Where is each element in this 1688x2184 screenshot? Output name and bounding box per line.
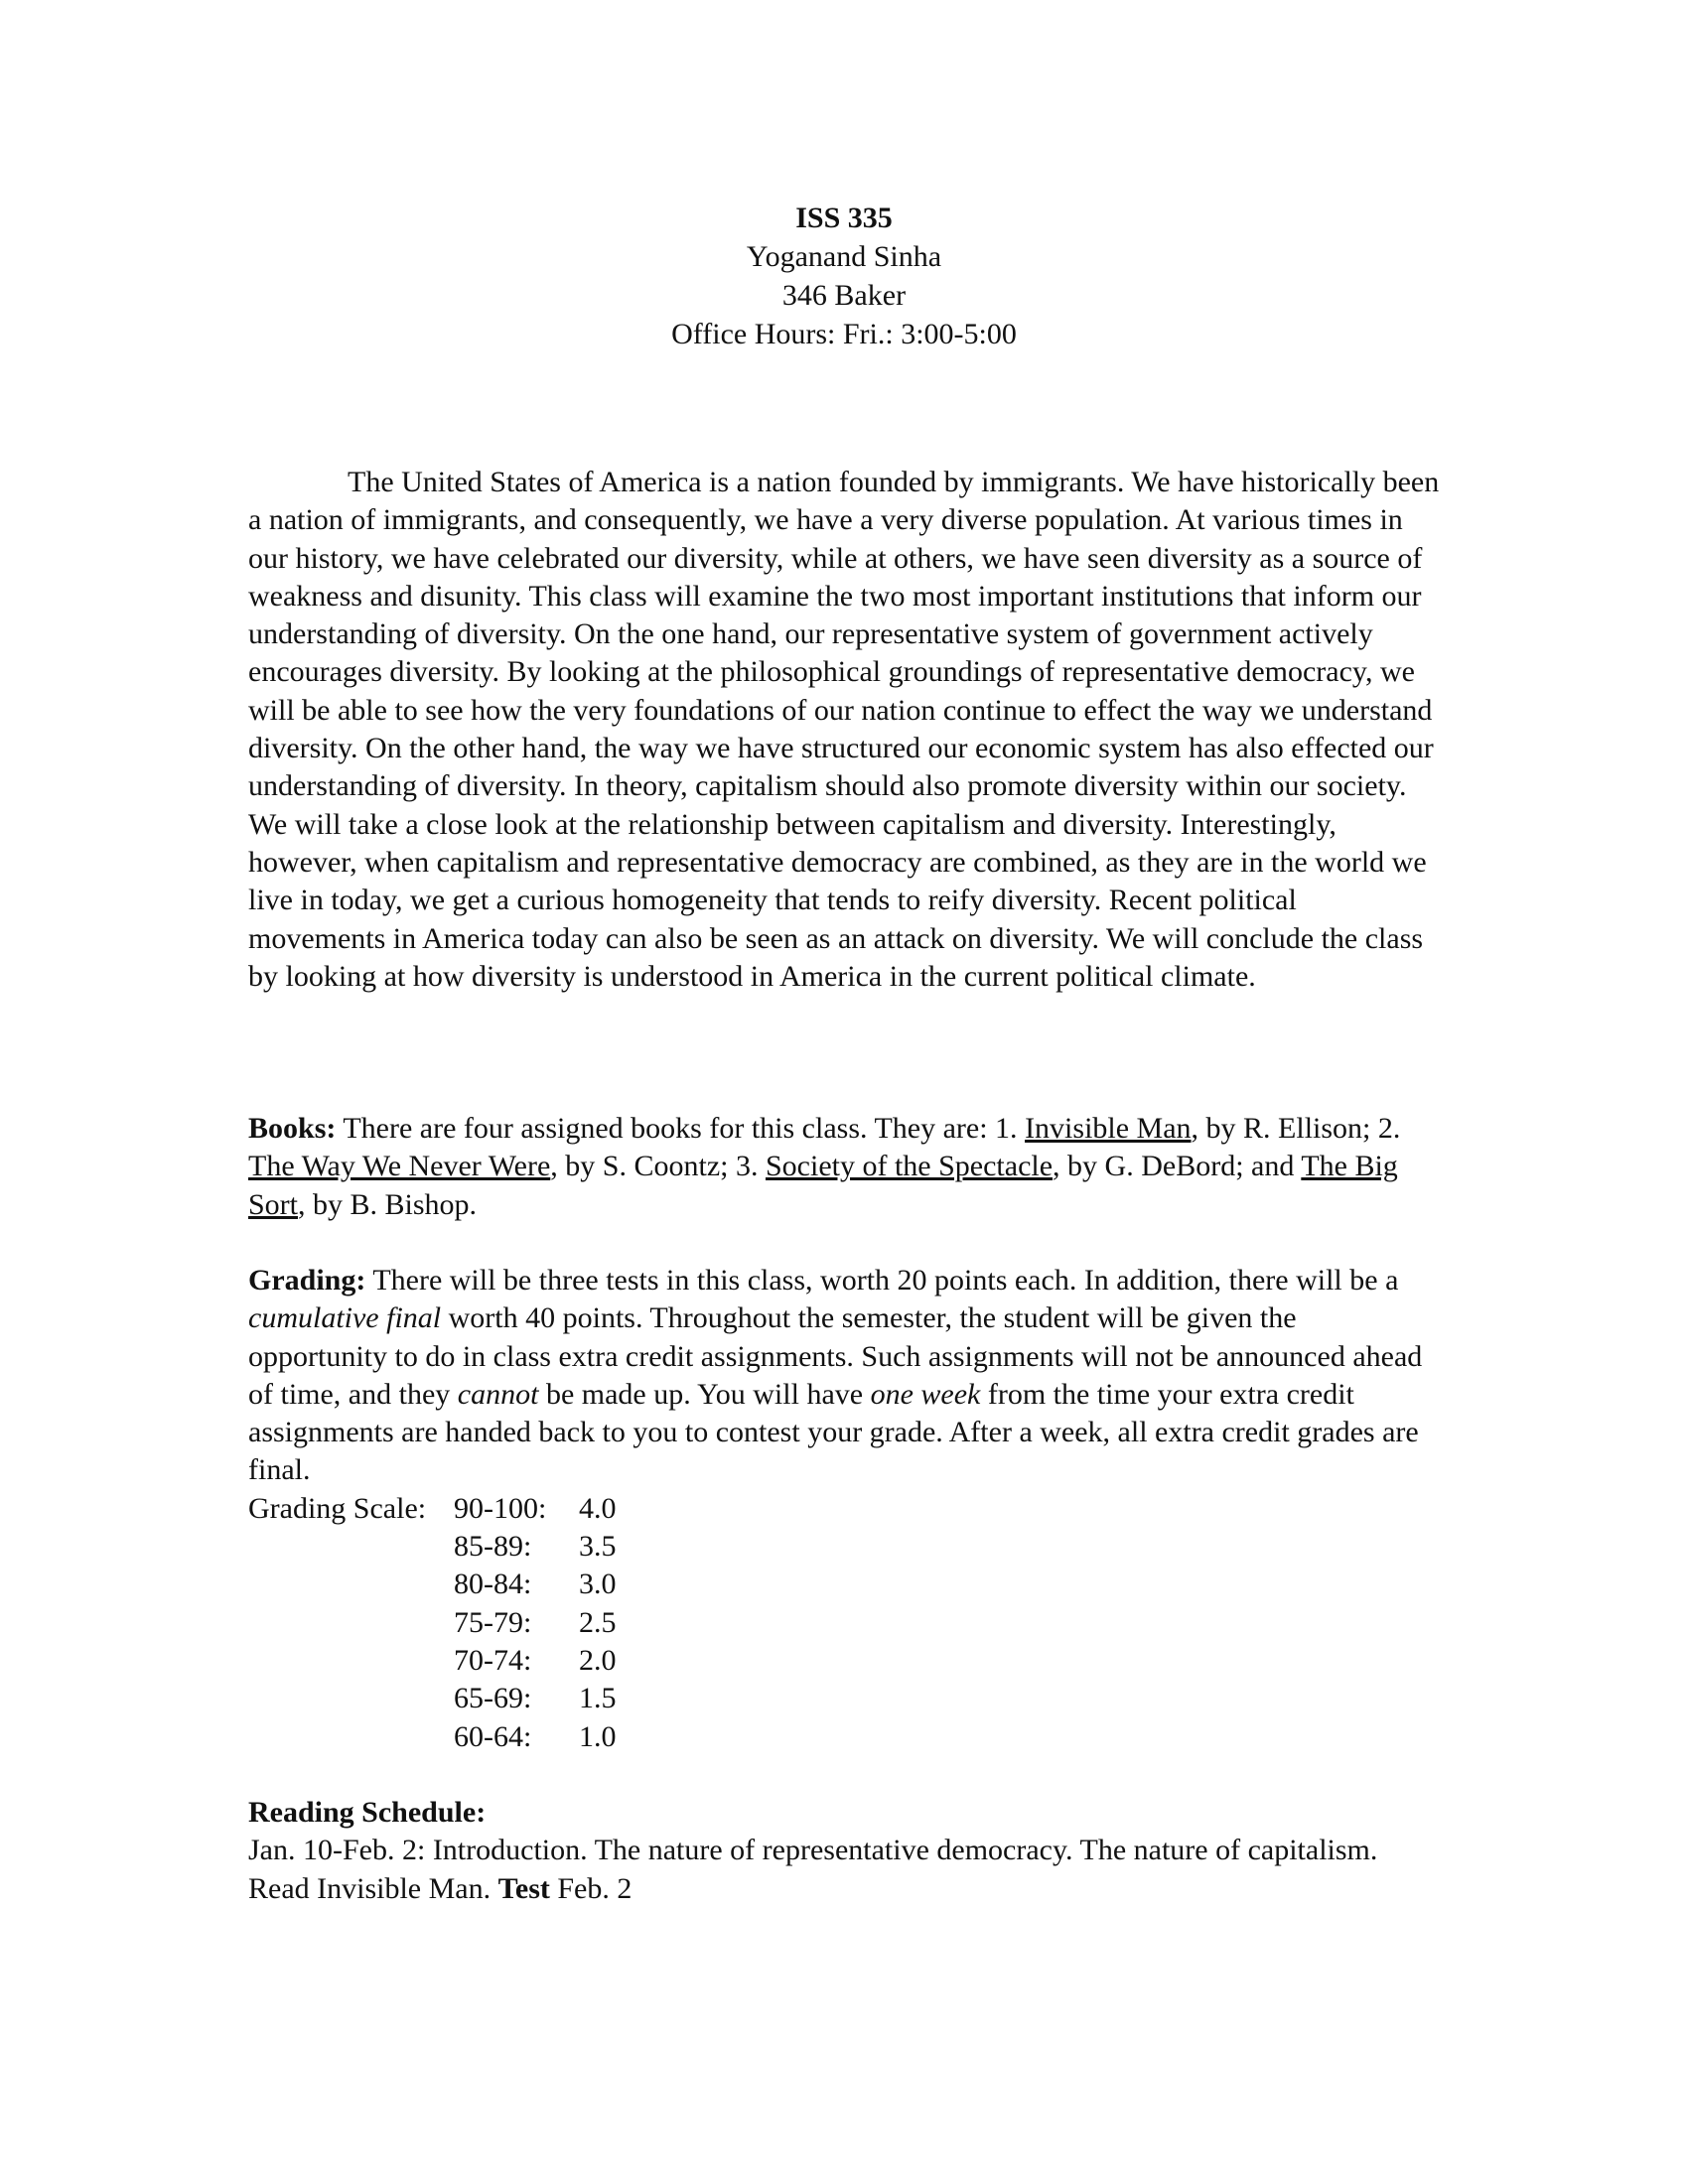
books-text: , by S. Coontz; 3.: [550, 1150, 766, 1183]
scale-grade: 3.5: [579, 1530, 617, 1564]
books-text: , by R. Ellison; 2.: [1191, 1112, 1401, 1145]
scale-grade: 1.5: [579, 1682, 617, 1715]
reading-entry-date: Feb. 2: [549, 1871, 633, 1905]
grading-paragraph: [248, 1262, 1440, 1490]
scale-range: 60-64:: [454, 1719, 532, 1753]
test-label: Test: [497, 1871, 550, 1905]
reading-schedule-section: [248, 1794, 1440, 1908]
course-description: [248, 464, 1440, 996]
grading-scale-row: [248, 1490, 1440, 1528]
reading-entry-text: Jan. 10-Feb. 2: Introduction. The nature of representative democracy. The nature of capitalism. Read Invisible Man.: [248, 1834, 1378, 1905]
instructor-name: Yoganand Sinha: [746, 240, 942, 273]
grading-emphasis: one week: [870, 1377, 981, 1411]
books-text: , by G. DeBord; and: [1053, 1150, 1302, 1183]
scale-grade: 3.0: [579, 1568, 617, 1601]
grading-scale-label: Grading Scale:: [248, 1491, 427, 1525]
scale-grade: 1.0: [579, 1719, 617, 1753]
scale-grade: 4.0: [579, 1491, 617, 1525]
scale-range: 90-100:: [454, 1491, 547, 1525]
scale-grade: 2.5: [579, 1605, 617, 1639]
scale-range: 70-74:: [454, 1643, 532, 1677]
books-heading: Books:: [248, 1112, 337, 1145]
grading-emphasis: cannot: [457, 1377, 539, 1411]
books-text: There are four assigned books for this class. They are: 1.: [336, 1112, 1026, 1145]
scale-range: 80-84:: [454, 1568, 532, 1601]
office-hours: Office Hours: Fri.: 3:00-5:00: [671, 318, 1017, 350]
grading-section: [248, 1262, 1440, 1756]
reading-heading: Reading Schedule:: [248, 1796, 487, 1829]
book-title-society-of-spectacle: Society of the Spectacle: [765, 1150, 1054, 1183]
office-location: 346 Baker: [781, 279, 907, 312]
grading-scale-row: [248, 1642, 1440, 1680]
grading-heading: Grading:: [248, 1264, 366, 1297]
grading-text: be made up. You will have: [538, 1377, 871, 1411]
scale-range: 85-89:: [454, 1530, 532, 1564]
reading-heading-line: [248, 1794, 1440, 1832]
course-title: ISS 335: [795, 202, 893, 234]
grading-scale-row: [248, 1680, 1440, 1717]
books-paragraph: [248, 1110, 1440, 1224]
book-title-invisible-man: Invisible Man: [1025, 1112, 1192, 1145]
grading-scale-row: [248, 1528, 1440, 1566]
reading-entry: [248, 1832, 1440, 1908]
syllabus-header: [0, 199, 1688, 353]
book-title-big-sort: The Big Sort: [248, 1150, 1398, 1221]
grading-scale-row: [248, 1604, 1440, 1642]
grading-scale-row: [248, 1718, 1440, 1756]
scale-grade: 2.0: [579, 1643, 617, 1677]
grading-text: worth 40 points. Throughout the semester, the student will be given the opportunity to do in class extra credit assignments. Such assignments will not be announced ahead of time, and they: [248, 1301, 1423, 1411]
grading-scale: [248, 1490, 1440, 1756]
grading-emphasis: cumulative final: [248, 1301, 442, 1335]
books-section: [248, 1110, 1440, 1224]
scale-range: 75-79:: [454, 1605, 532, 1639]
books-text: , by B. Bishop.: [298, 1187, 478, 1221]
grading-text: from the time your extra credit assignments are handed back to you to contest your grade. After a week, all extra credit grades are final.: [248, 1377, 1419, 1487]
grading-text: There will be three tests in this class, worth 20 points each. In addition, there will be a: [365, 1264, 1399, 1297]
scale-range: 65-69:: [454, 1682, 532, 1715]
book-title-way-we-never-were: The Way We Never Were: [248, 1150, 551, 1183]
intro-paragraph: The United States of America is a nation founded by immigrants. We have historically been a nation of immigrants, and consequently, we have a very diverse population. At various times in our history, we have celebrated our diversity, while at others, we have seen diversity as a source of weakness and disunity. This class will examine the two most important institutions that inform our understanding of diversity. On the one hand, our representative system of government actively encourages diversity. By looking at the philosophical groundings of representative democracy, we will be able to see how the very foundations of our nation continue to effect the way we understand diversity. On the other hand, the way we have structured our economic system has also effected our understanding of diversity. In theory, capitalism should also promote diversity within our society. We will take a close look at the relationship between capitalism and diversity. Interestingly, however, when capitalism and representative democracy are combined, as they are in the world we live in today, we get a curious homogeneity that tends to reify diversity. Recent political movements in America today can also be seen as an attack on diversity. We will conclude the class by looking at how diversity is understood in America in the current political climate.: [248, 466, 1440, 993]
grading-scale-row: [248, 1566, 1440, 1603]
